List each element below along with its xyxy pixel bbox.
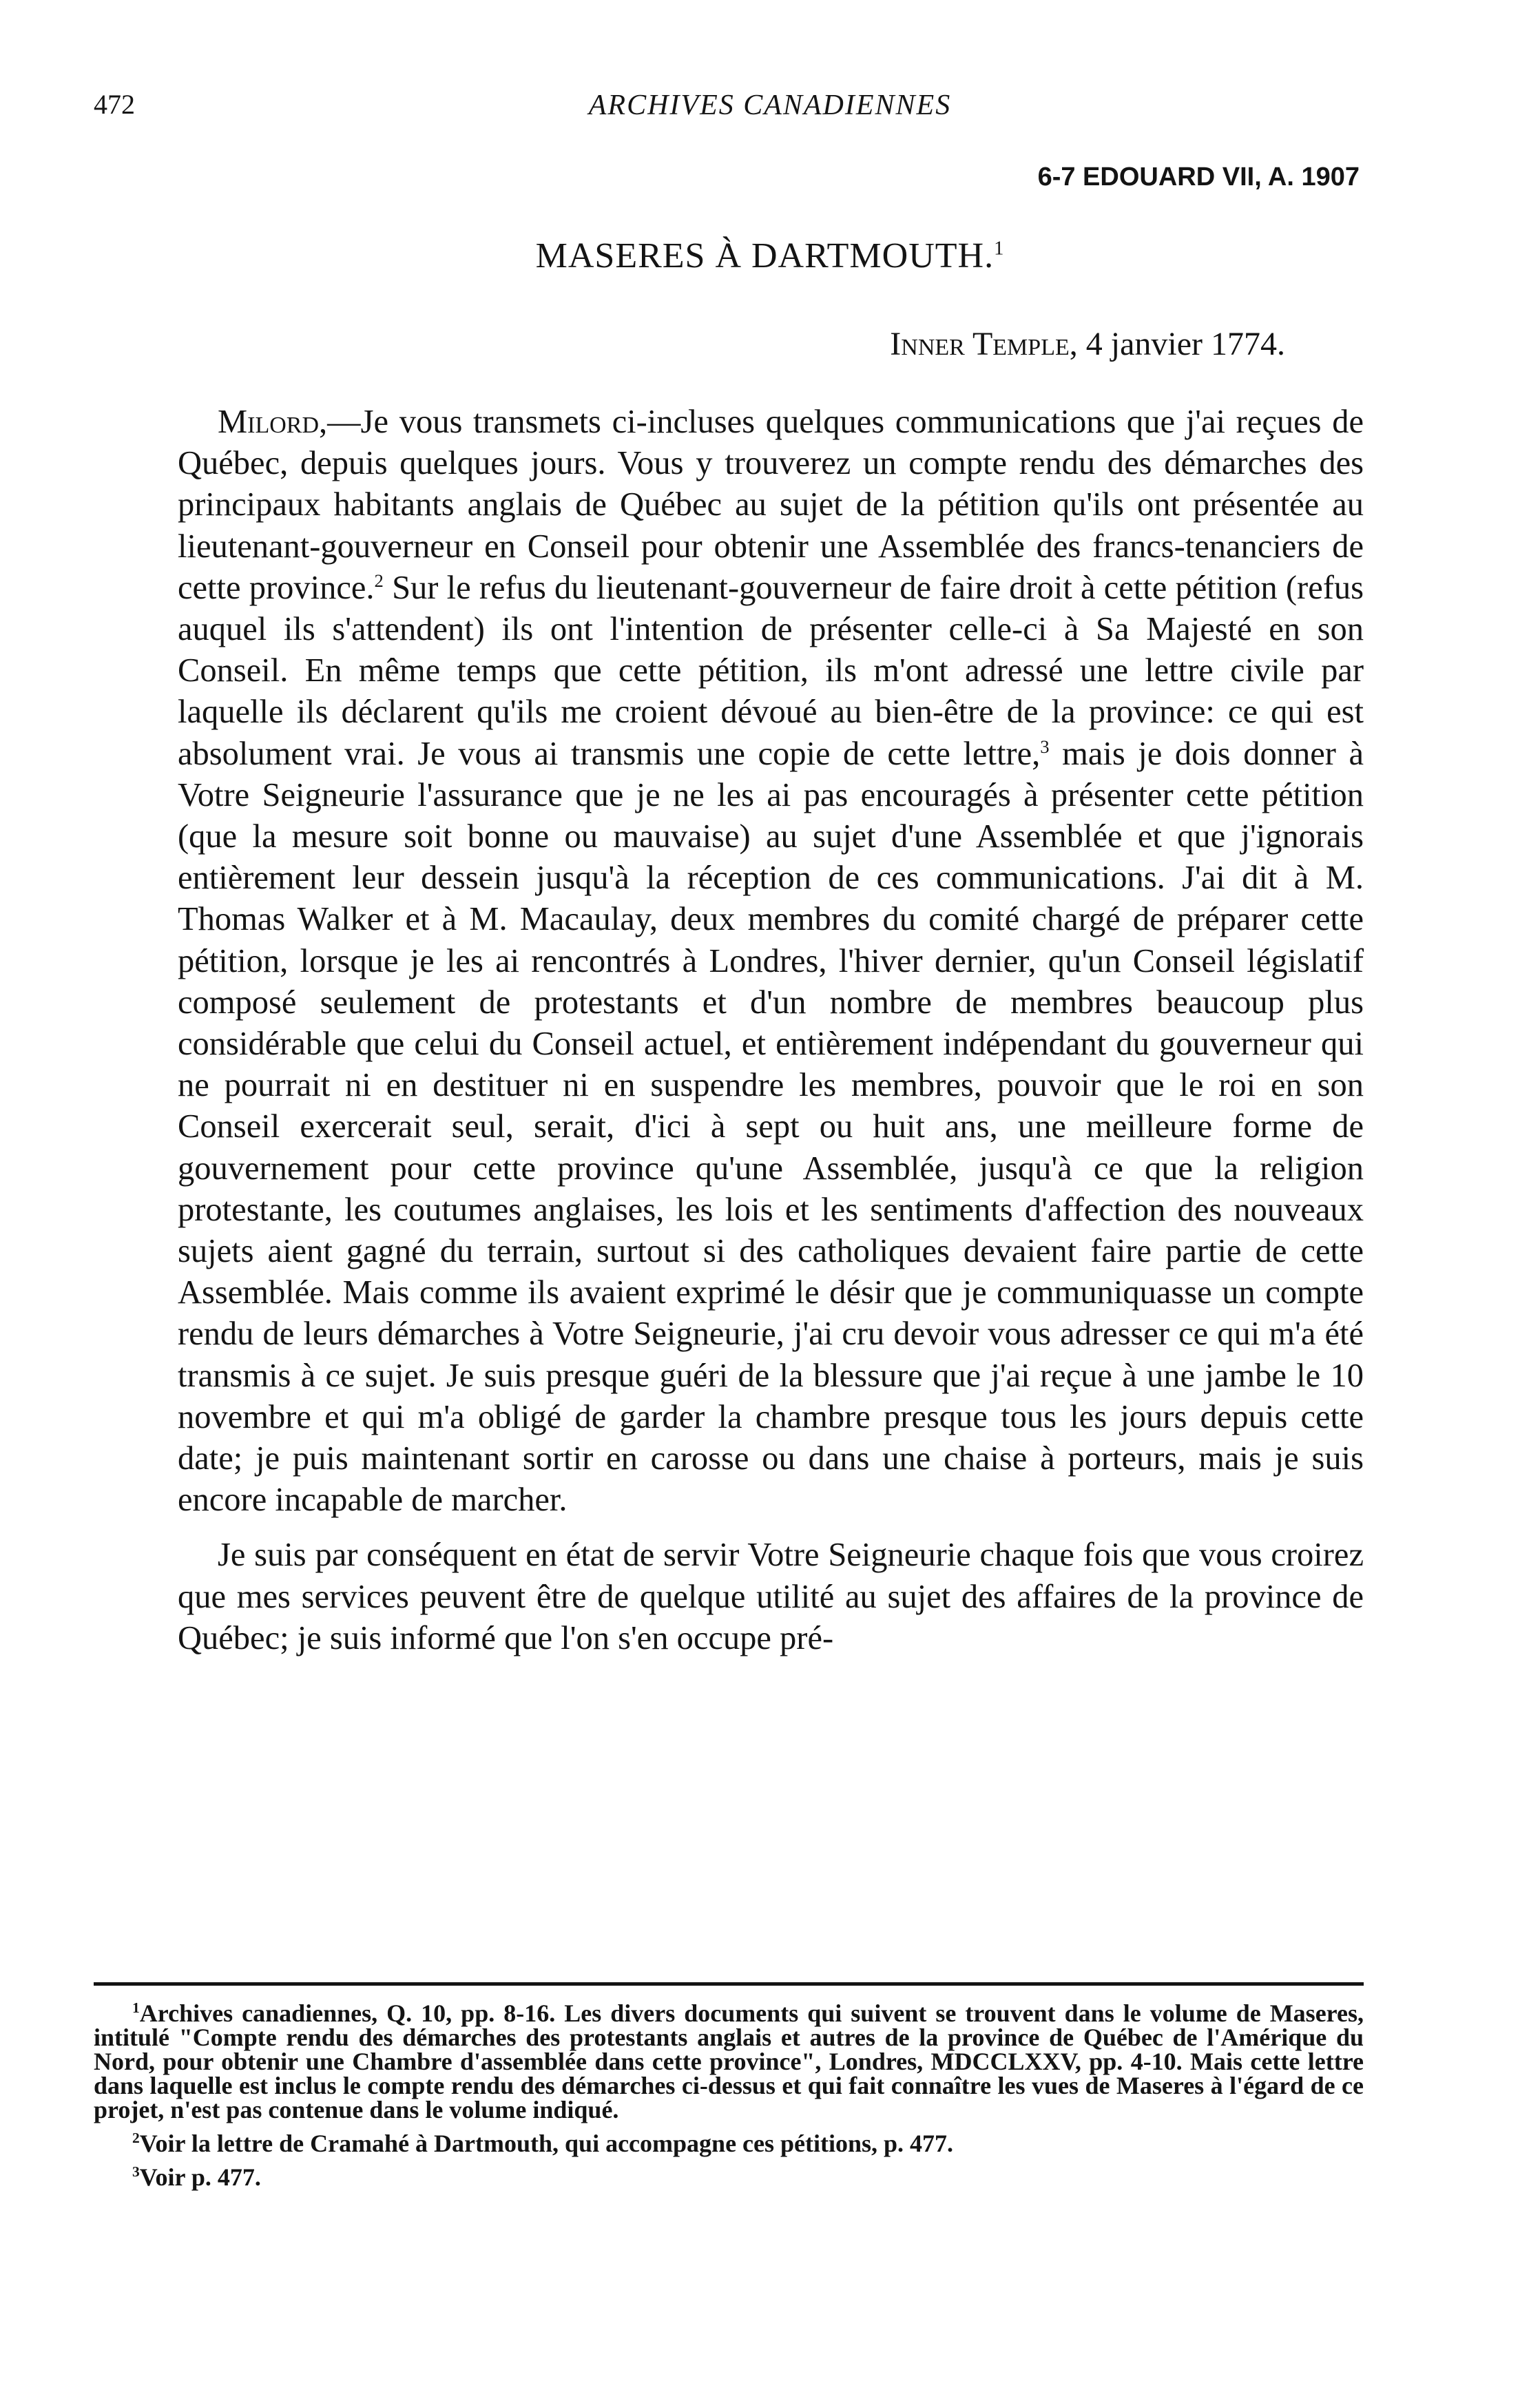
footnote-marker: 1 bbox=[132, 1999, 140, 2016]
page-number: 472 bbox=[94, 89, 135, 120]
dateline-date: 4 janvier 1774. bbox=[1077, 326, 1285, 362]
dateline-place: Inner Temple, bbox=[890, 326, 1078, 362]
title-footnote-marker: 1 bbox=[994, 238, 1005, 260]
footnote bbox=[94, 1999, 1364, 2123]
paragraph-1-part-c: mais je dois donner à Votre Seigneurie l'assurance que je ne les ai pas encouragés à présenter cette pétition (que la mesure soit bonne ou mauvaise) au sujet d'une Assemblée et que j'ignorais entièrement leur dessein jusqu'à la réception de ces communications. J'ai dit à M. Thomas Walker et à M. Macaulay, deux membres du comité chargé de préparer cette pétition, lorsque je les ai rencontrés à Londres, l'hiver dernier, qu'un Conseil législatif composé seulement de protestants et d'un nombre de membres beaucoup plus considérable que celui du Conseil actuel, et entièrement indépendant du gouverneur qui ne pourrait ni en destituer ni en suspendre les membres, pouvoir que le roi en son Conseil exercerait seul, serait, d'ici à sept ou huit ans, une meilleure forme de gouvernement pour cette province qu'une Assemblée, jusqu'à ce que la religion protestante, les coutumes anglaises, les lois et les sentiments d'affection des nouveaux sujets aient gagné du terrain, surtout si des catholiques devaient faire partie de cette Assemblée. Mais comme ils avaient exprimé le désir que je communiquasse un compte rendu de leurs démarches à Votre Seigneurie, j'ai cru devoir vous adresser ce qui m'a été transmis à ce sujet. Je suis presque guéri de la blessure que j'ai reçue à une jambe le 10 novembre et qui m'a obligé de garder la chambre presque tous les jours depuis cette date; je puis maintenant sortir en carosse ou dans une chaise à porteurs, mais je suis encore incapable de marcher. bbox=[178, 735, 1364, 1519]
footnote-marker-2: 2 bbox=[374, 570, 384, 591]
footnote-divider bbox=[94, 1982, 1364, 1986]
letter-body bbox=[178, 402, 1364, 1659]
paragraph-1 bbox=[178, 402, 1364, 1521]
paragraph-1-part-a: —Je vous transmets ci-incluses quelques communications que j'ai reçues de Québec, depuis quelques jours. Vous y trouverez un compte rendu des démarches des principaux habitants anglais de Québec au sujet de la pétition qu'ils ont présentée au lieutenant-gouverneur en Conseil pour obtenir une Assemblée des francs-tenanciers de cette province. bbox=[178, 404, 1364, 606]
document-title-text: MASERES À DARTMOUTH. bbox=[535, 236, 995, 276]
footnotes bbox=[94, 1999, 1364, 2191]
footnote-text: Archives canadiennes, Q. 10, pp. 8-16. Les divers documents qui suivent se trouvent dans le volume de Maseres, intitulé "Compte rendu des démarches des protestants anglais et autres de la province de Québec de l'Amérique du Nord, pour obtenir une Chambre d'assemblée dans cette province", Londres, MDCCLXXV, pp. 4-10. Mais cette lettre dans laquelle est inclus le compte rendu des démarches ci-dessus et qui fait connaître les vues de Maseres à l'égard de ce projet, n'est pas contenue dans le volume indiqué. bbox=[94, 1999, 1364, 2123]
footnote bbox=[94, 2165, 1364, 2190]
paragraph-1-part-b: Sur le refus du lieutenant-gouverneur de faire droit à cette pétition (refus auquel ils s'attendent) ils ont l'intention de présenter celle-ci à Sa Majesté en son Conseil. En même temps que cette pétition, ils m'ont adressé une lettre civile par laquelle ils déclarent qu'ils me croient dévoué au bien-être de la province: ce qui est absolument vrai. Je vous ai transmis une copie de cette lettre, bbox=[178, 569, 1364, 772]
paragraph-2: Je suis par conséquent en état de servir Votre Seigneurie chaque fois que vous croirez que mes services peuvent être de quelque utilité au sujet des affaires de la province de Québec; je suis informé que l'on s'en occupe pré- bbox=[178, 1537, 1364, 1656]
salutation: Milord, bbox=[218, 404, 328, 440]
footnote-marker: 3 bbox=[132, 2163, 140, 2180]
footnote bbox=[94, 2132, 1364, 2156]
dateline bbox=[890, 328, 1285, 361]
footnote-marker: 2 bbox=[132, 2130, 140, 2146]
footnote-text: Voir p. 477. bbox=[139, 2163, 261, 2191]
footnote-marker-3: 3 bbox=[1040, 736, 1050, 757]
session-label: 6-7 EDOUARD VII, A. 1907 bbox=[1037, 163, 1360, 191]
running-title: ARCHIVES CANADIENNES bbox=[588, 90, 952, 121]
footnote-text: Voir la lettre de Cramahé à Dartmouth, qui accompagne ces pétitions, p. 477. bbox=[139, 2130, 954, 2157]
document-title bbox=[0, 238, 1540, 274]
